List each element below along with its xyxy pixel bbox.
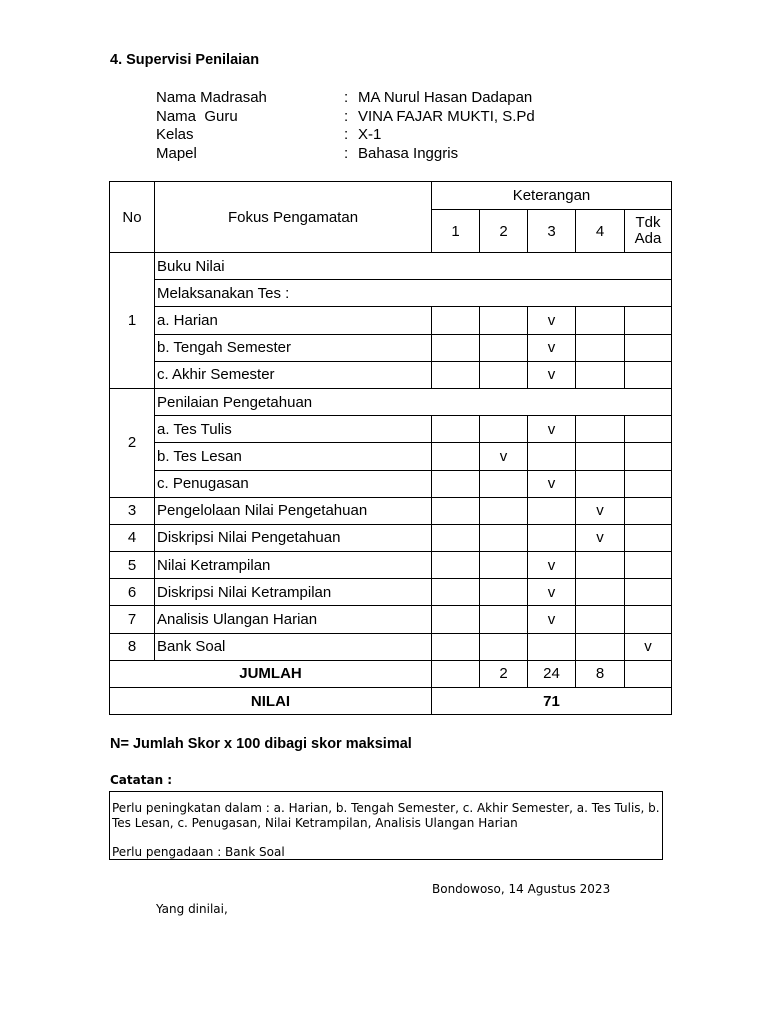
row-mark [576, 633, 625, 660]
row-mark [625, 416, 672, 443]
info-label: Kelas [156, 126, 194, 143]
row-mark [528, 524, 576, 551]
identity-block [156, 89, 535, 163]
formula-text: N= Jumlah Skor x 100 dibagi skor maksimal [110, 736, 412, 752]
row-focus: c. Akhir Semester [155, 361, 432, 388]
row-focus: Melaksanakan Tes : [155, 280, 672, 307]
row-mark [576, 552, 625, 579]
row-mark [576, 307, 625, 334]
row-mark [432, 307, 480, 334]
row-number: 5 [110, 552, 155, 579]
jumlah-label: JUMLAH [110, 660, 432, 687]
jumlah-cell [625, 660, 672, 687]
row-focus: Diskripsi Nilai Pengetahuan [155, 524, 432, 551]
row-mark [480, 524, 528, 551]
header-no: No [110, 182, 155, 253]
info-value: MA Nurul Hasan Dadapan [358, 89, 533, 106]
jumlah-row [110, 660, 672, 687]
info-label: Nama Guru [156, 107, 238, 125]
info-row-kelas [156, 126, 535, 145]
page-title: 4. Supervisi Penilaian [110, 52, 260, 68]
row-mark: v [528, 470, 576, 497]
notes-label: Catatan : [110, 773, 173, 787]
row-mark [480, 552, 528, 579]
table-row [110, 253, 672, 280]
row-mark [432, 579, 480, 606]
row-mark: v [528, 606, 576, 633]
place-date: Bondowoso, 14 Agustus 2023 [432, 882, 611, 896]
nilai-row [110, 688, 672, 715]
info-separator: : [344, 144, 349, 162]
row-mark [432, 497, 480, 524]
row-mark: v [528, 579, 576, 606]
row-mark [576, 470, 625, 497]
row-mark: v [576, 497, 625, 524]
info-separator: : [344, 107, 349, 125]
row-mark: v [528, 361, 576, 388]
row-mark [480, 361, 528, 388]
row-mark [625, 470, 672, 497]
info-value: VINA FAJAR MUKTI, S.Pd [358, 107, 535, 125]
row-focus: a. Harian [155, 307, 432, 334]
table-row [110, 443, 672, 470]
row-focus: Buku Nilai [155, 253, 672, 280]
table-row [110, 280, 672, 307]
row-mark [576, 443, 625, 470]
jumlah-cell: 8 [576, 660, 625, 687]
row-mark [576, 416, 625, 443]
row-mark [480, 497, 528, 524]
header-score-4: 4 [576, 210, 625, 253]
table-row [110, 416, 672, 443]
info-row-madrasah [156, 89, 535, 108]
header-keterangan: Keterangan [432, 182, 672, 210]
row-mark [576, 361, 625, 388]
table-row [110, 388, 672, 415]
row-mark [480, 633, 528, 660]
table-row [110, 633, 672, 660]
row-mark [576, 579, 625, 606]
row-mark [625, 606, 672, 633]
info-label: Nama Madrasah [156, 89, 267, 106]
jumlah-cell [432, 660, 480, 687]
header-focus: Fokus Pengamatan [155, 182, 432, 253]
notes-line-procurement: Perlu pengadaan : Bank Soal [112, 845, 285, 859]
row-number: 8 [110, 633, 155, 660]
header-tdk-ada-label: Tdk Ada [634, 214, 662, 247]
nilai-label: NILAI [110, 688, 432, 715]
notes-box [109, 791, 663, 860]
notes-line-improvement: Perlu peningkatan dalam : a. Harian, b. Tengah Semester, c. Akhir Semester, a. Tes Tulis, b. Tes Lesan, c. Penugasan, Nilai Ketrampilan, Analisis Ulangan Harian [112, 801, 660, 830]
row-mark [432, 361, 480, 388]
table-row [110, 307, 672, 334]
table-row [110, 334, 672, 361]
row-focus: Diskripsi Nilai Ketrampilan [155, 579, 432, 606]
table-row [110, 579, 672, 606]
row-mark [625, 443, 672, 470]
row-focus: c. Penugasan [155, 470, 432, 497]
info-separator: : [344, 126, 349, 143]
row-focus: b. Tengah Semester [155, 334, 432, 361]
header-score-1: 1 [432, 210, 480, 253]
row-mark: v [576, 524, 625, 551]
row-mark: v [625, 633, 672, 660]
info-value: Bahasa Inggris [358, 144, 459, 162]
row-mark [480, 416, 528, 443]
table-row [110, 606, 672, 633]
row-mark [576, 334, 625, 361]
signer-label: Yang dinilai, [156, 902, 228, 916]
table-row [110, 361, 672, 388]
row-mark [432, 334, 480, 361]
row-mark [432, 443, 480, 470]
row-mark [625, 524, 672, 551]
row-mark [576, 606, 625, 633]
row-number: 3 [110, 497, 155, 524]
row-mark [480, 307, 528, 334]
row-number: 4 [110, 524, 155, 551]
row-number: 6 [110, 579, 155, 606]
row-mark [432, 416, 480, 443]
row-focus: b. Tes Lesan [155, 443, 432, 470]
row-mark: v [528, 552, 576, 579]
row-focus: Nilai Ketrampilan [155, 552, 432, 579]
row-mark [432, 633, 480, 660]
row-mark: v [480, 443, 528, 470]
row-mark [480, 470, 528, 497]
header-score-2: 2 [480, 210, 528, 253]
row-number: 1 [110, 253, 155, 389]
info-value: X-1 [358, 126, 382, 143]
row-mark [528, 443, 576, 470]
table-row [110, 497, 672, 524]
row-number: 2 [110, 388, 155, 497]
info-row-mapel [156, 145, 535, 164]
row-focus: Pengelolaan Nilai Pengetahuan [155, 497, 432, 524]
row-mark [625, 497, 672, 524]
row-focus: Analisis Ulangan Harian [155, 606, 432, 633]
row-mark [480, 334, 528, 361]
table-row [110, 524, 672, 551]
row-mark [625, 552, 672, 579]
table-row [110, 552, 672, 579]
header-score-3: 3 [528, 210, 576, 253]
row-mark [625, 579, 672, 606]
info-label: Mapel [156, 144, 197, 162]
row-mark [528, 497, 576, 524]
row-focus: a. Tes Tulis [155, 416, 432, 443]
row-mark [480, 579, 528, 606]
row-focus: Penilaian Pengetahuan [155, 388, 672, 415]
row-mark [432, 552, 480, 579]
row-mark [432, 524, 480, 551]
info-separator: : [344, 89, 349, 106]
info-row-guru [156, 108, 535, 127]
header-tdk-ada [625, 210, 672, 253]
row-mark [528, 633, 576, 660]
row-mark: v [528, 334, 576, 361]
row-focus: Bank Soal [155, 633, 432, 660]
row-mark [625, 361, 672, 388]
row-mark [432, 470, 480, 497]
row-mark [432, 606, 480, 633]
row-number: 7 [110, 606, 155, 633]
row-mark: v [528, 416, 576, 443]
jumlah-cell: 2 [480, 660, 528, 687]
row-mark: v [528, 307, 576, 334]
row-mark [625, 307, 672, 334]
row-mark [625, 334, 672, 361]
table-row [110, 470, 672, 497]
nilai-value: 71 [432, 688, 672, 715]
row-mark [480, 606, 528, 633]
jumlah-cell: 24 [528, 660, 576, 687]
supervision-table [109, 181, 672, 715]
